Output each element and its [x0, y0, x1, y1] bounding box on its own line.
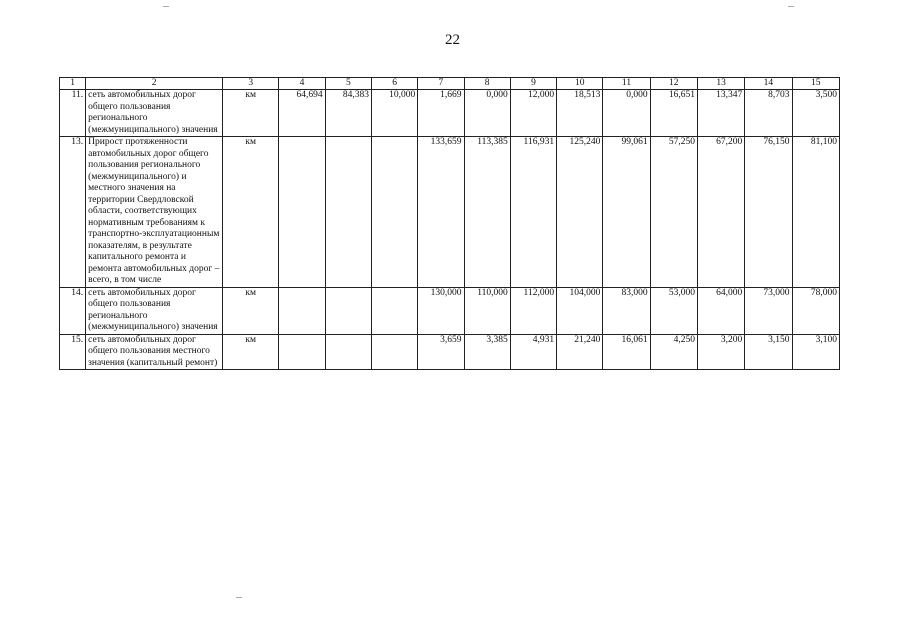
value-cell: 104,000 — [557, 287, 603, 334]
value-cell: 53,000 — [650, 287, 697, 334]
row-index: 13. — [60, 137, 86, 288]
table-row — [60, 137, 840, 288]
value-cell: 110,000 — [464, 287, 510, 334]
table-row — [60, 90, 840, 137]
value-cell: 67,200 — [697, 137, 744, 288]
value-cell — [325, 334, 371, 370]
page-number: 22 — [445, 32, 460, 48]
scan-speck-bottom — [236, 597, 242, 598]
value-cell: 133,659 — [418, 137, 464, 288]
header-cell: 5 — [325, 78, 371, 90]
header-cell: 6 — [371, 78, 417, 90]
value-cell: 83,000 — [603, 287, 650, 334]
value-cell: 0,000 — [464, 90, 510, 137]
value-cell: 116,931 — [510, 137, 556, 288]
row-index: 15. — [60, 334, 86, 370]
value-cell: 10,000 — [371, 90, 417, 137]
row-index: 11. — [60, 90, 86, 137]
header-cell: 10 — [557, 78, 603, 90]
header-cell: 12 — [650, 78, 697, 90]
row-unit: км — [223, 287, 279, 334]
value-cell: 64,694 — [279, 90, 325, 137]
header-cell: 13 — [697, 78, 744, 90]
data-table — [59, 77, 840, 370]
value-cell — [325, 137, 371, 288]
header-cell: 2 — [86, 78, 223, 90]
value-cell: 112,000 — [510, 287, 556, 334]
value-cell — [371, 287, 417, 334]
value-cell: 3,659 — [418, 334, 464, 370]
value-cell: 18,513 — [557, 90, 603, 137]
value-cell: 3,500 — [792, 90, 839, 137]
row-unit: км — [223, 334, 279, 370]
header-cell: 9 — [510, 78, 556, 90]
value-cell — [279, 334, 325, 370]
header-cell: 4 — [279, 78, 325, 90]
row-name: Прирост протяженности автомобильных дорог общего пользования регионального (межмуниципального) и местного значения на территории Свердловской области, соответствующих нормативным требованиям к транспортно-эксплуатационным показателям, в результате капитального ремонта и ремонта автомобильных дорог – всего, в том числе — [86, 137, 223, 288]
value-cell: 4,250 — [650, 334, 697, 370]
value-cell: 99,061 — [603, 137, 650, 288]
value-cell: 13,347 — [697, 90, 744, 137]
value-cell: 3,385 — [464, 334, 510, 370]
table-row — [60, 287, 840, 334]
header-cell: 8 — [464, 78, 510, 90]
table-row — [60, 334, 840, 370]
header-cell: 1 — [60, 78, 86, 90]
value-cell: 130,000 — [418, 287, 464, 334]
header-cell: 7 — [418, 78, 464, 90]
header-row — [60, 78, 840, 90]
scan-speck-top-right — [788, 6, 794, 7]
row-name: сеть автомобильных дорог общего пользования регионального (межмуниципального) значения — [86, 287, 223, 334]
value-cell: 3,150 — [745, 334, 792, 370]
value-cell: 73,000 — [745, 287, 792, 334]
value-cell: 0,000 — [603, 90, 650, 137]
header-cell: 15 — [792, 78, 839, 90]
value-cell: 76,150 — [745, 137, 792, 288]
value-cell: 8,703 — [745, 90, 792, 137]
row-unit: км — [223, 137, 279, 288]
value-cell: 16,061 — [603, 334, 650, 370]
value-cell: 12,000 — [510, 90, 556, 137]
value-cell: 113,385 — [464, 137, 510, 288]
value-cell: 1,669 — [418, 90, 464, 137]
value-cell: 4,931 — [510, 334, 556, 370]
value-cell: 81,100 — [792, 137, 839, 288]
row-index: 14. — [60, 287, 86, 334]
value-cell — [279, 287, 325, 334]
header-cell: 14 — [745, 78, 792, 90]
value-cell: 78,000 — [792, 287, 839, 334]
row-unit: км — [223, 90, 279, 137]
value-cell: 84,383 — [325, 90, 371, 137]
header-cell: 3 — [223, 78, 279, 90]
value-cell — [279, 137, 325, 288]
value-cell: 3,100 — [792, 334, 839, 370]
value-cell: 16,651 — [650, 90, 697, 137]
value-cell: 125,240 — [557, 137, 603, 288]
row-name: сеть автомобильных дорог общего пользования местного значения (капитальный ремонт) — [86, 334, 223, 370]
value-cell: 21,240 — [557, 334, 603, 370]
value-cell: 57,250 — [650, 137, 697, 288]
row-name: сеть автомобильных дорог общего пользования регионального (межмуниципального) значения — [86, 90, 223, 137]
header-cell: 11 — [603, 78, 650, 90]
value-cell — [371, 137, 417, 288]
value-cell: 3,200 — [697, 334, 744, 370]
value-cell — [325, 287, 371, 334]
value-cell — [371, 334, 417, 370]
value-cell: 64,000 — [697, 287, 744, 334]
scan-speck-top — [163, 6, 169, 7]
